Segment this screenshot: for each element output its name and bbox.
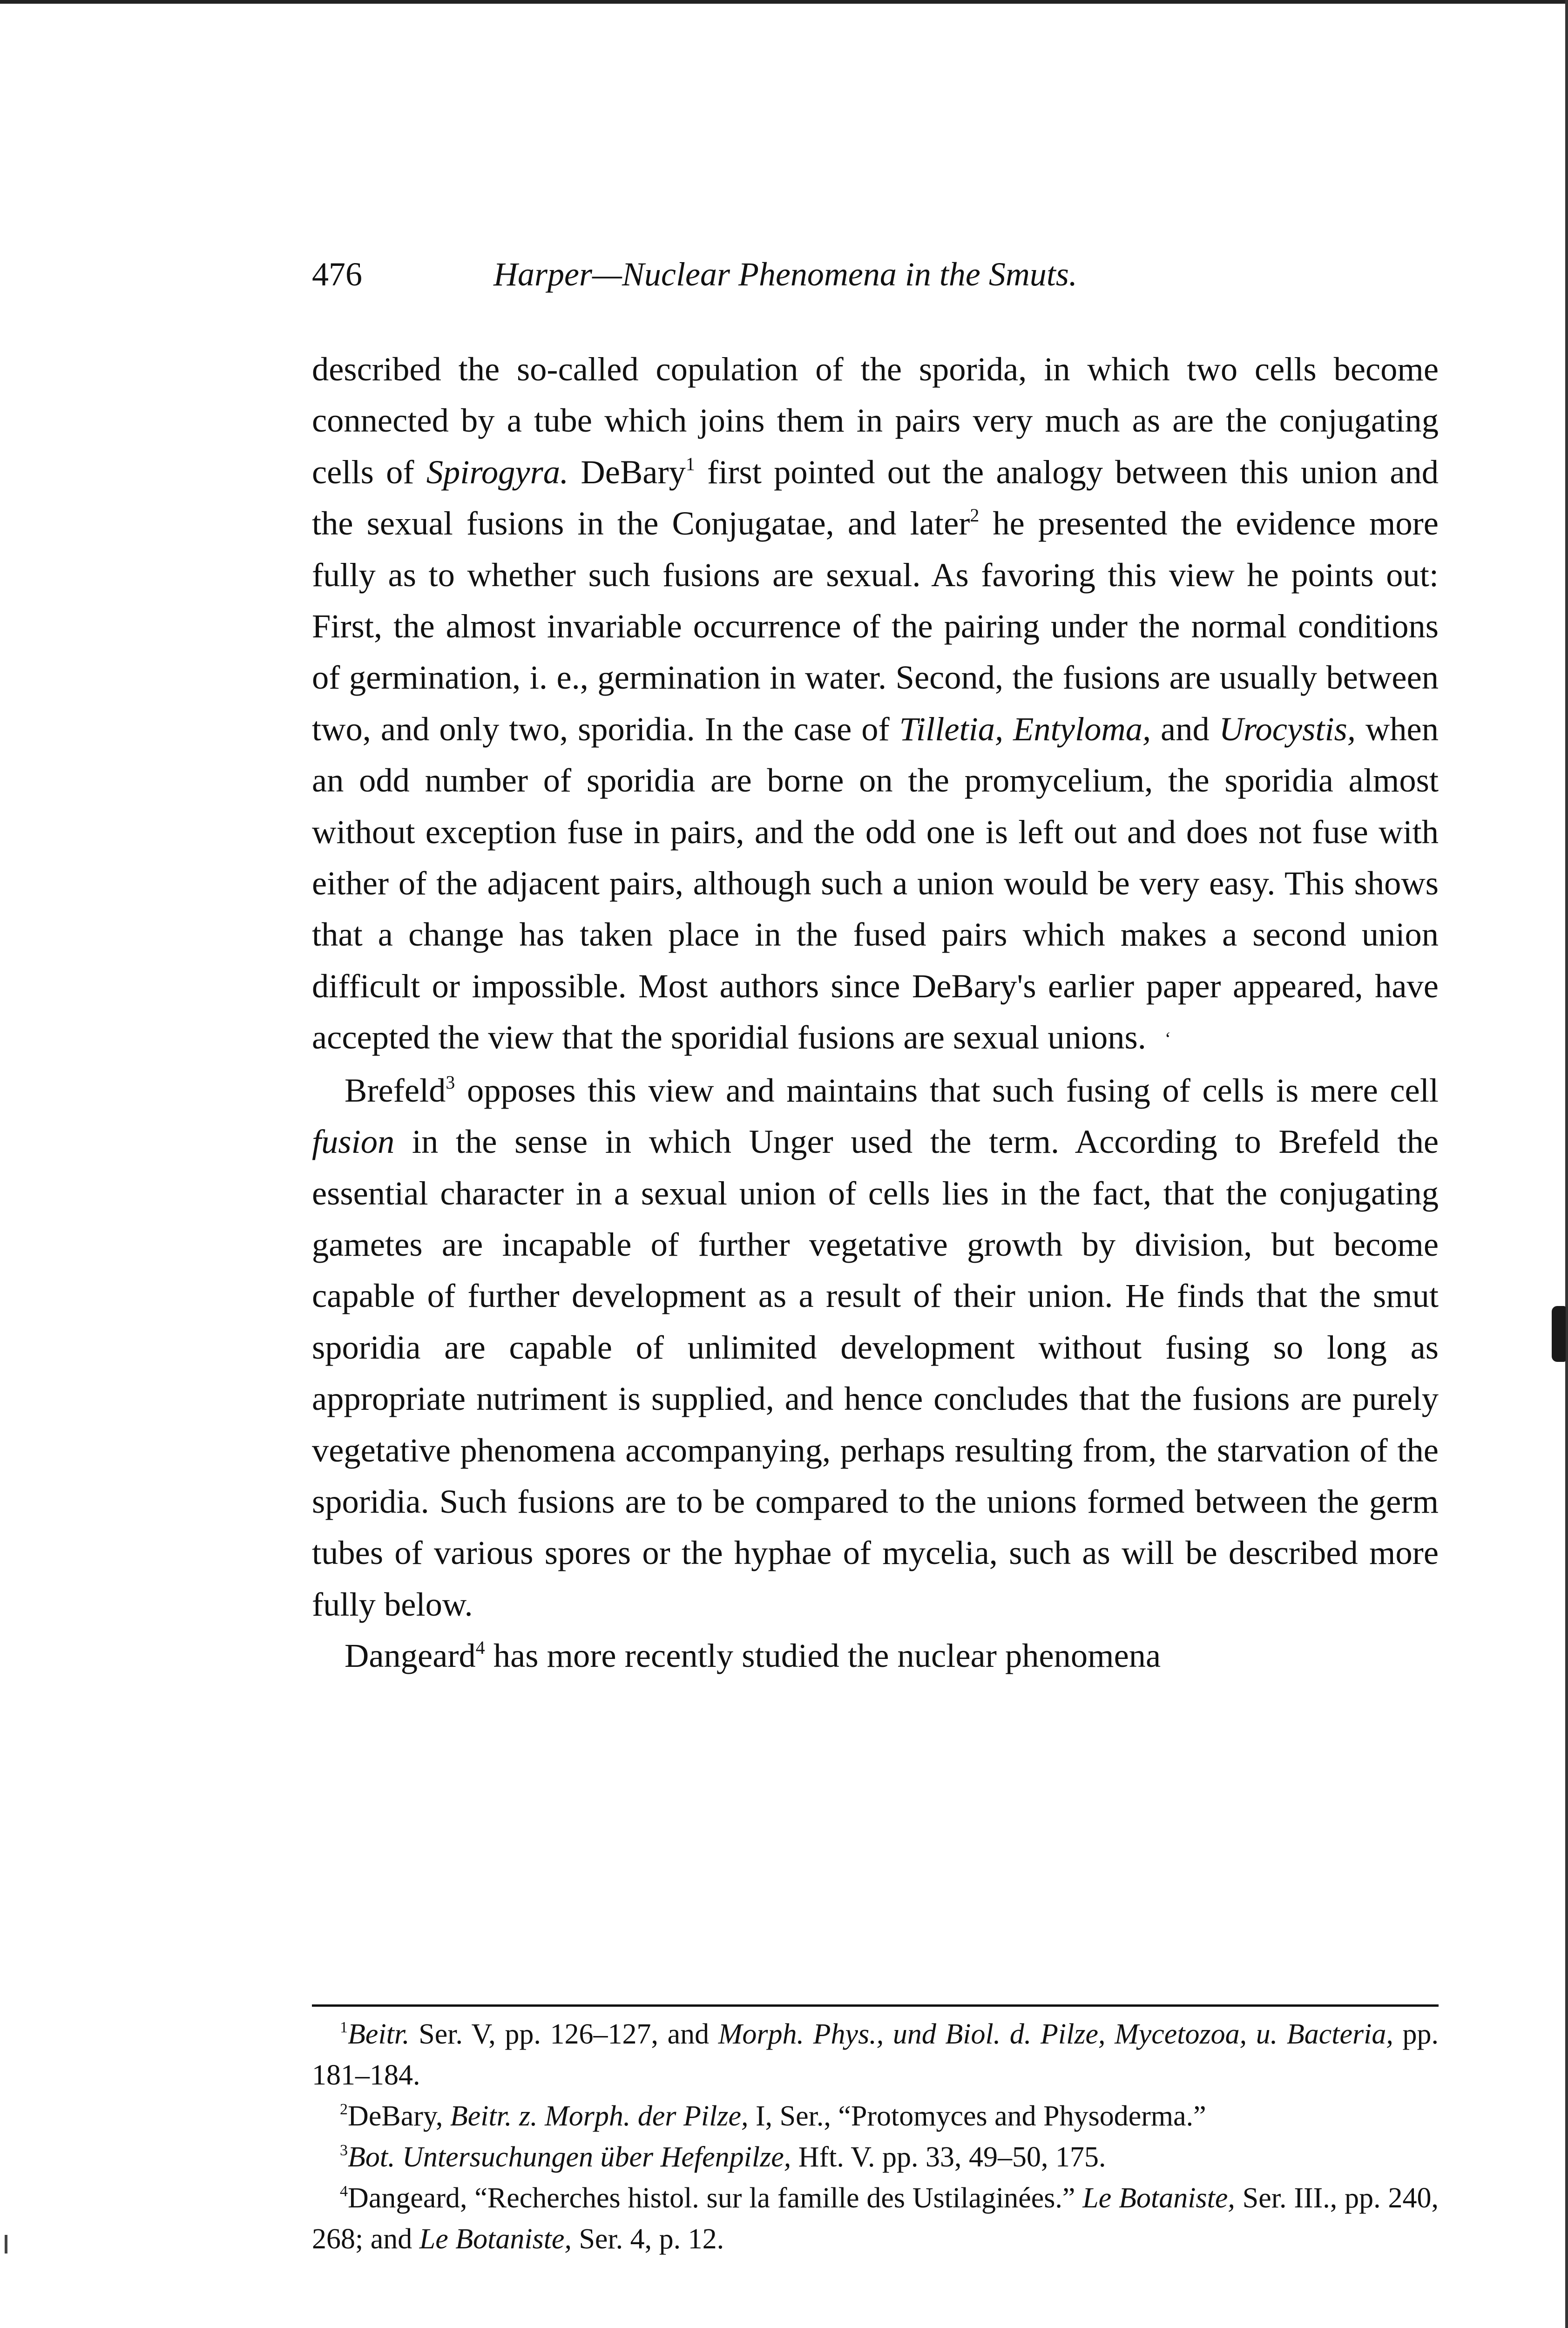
paragraph-brefeld xyxy=(312,1065,1439,1630)
citation-title: Le Botaniste, xyxy=(1082,2182,1235,2214)
text-run: DeBary, xyxy=(348,2100,450,2132)
footnote-number: 2 xyxy=(340,2101,348,2118)
text-run: he presented the evidence more fully as to whether such fusions are sexual. As favoring this view he points out: First, the almost invariable occurrence of the pairing under the normal conditions of germination, i. e., germination in water. Second, the fusions are usually between two, and only two, sporidia. In the case of xyxy=(312,504,1439,748)
text-run: opposes this view and maintains that such fusing of cells is mere cell xyxy=(455,1071,1439,1109)
citation-title: Morph. Phys., und Biol. d. Pilze, Mycetozoa, u. Bacteria, xyxy=(718,2018,1393,2050)
text-run: DeBary xyxy=(568,453,686,491)
running-head xyxy=(312,255,1439,306)
text-run: Ser. V, pp. 126–127, and xyxy=(409,2018,718,2050)
footnote-1 xyxy=(312,2014,1439,2096)
footnote-ref-4: 4 xyxy=(475,1637,485,1658)
footnote-ref-2: 2 xyxy=(970,505,980,526)
text-run: has more recently studied the nuclear phenomena xyxy=(485,1637,1161,1675)
running-title: Harper—Nuclear Phenomena in the Smuts. xyxy=(493,256,1077,293)
footnote-ref-1: 1 xyxy=(685,453,695,474)
footnote-3 xyxy=(312,2137,1439,2178)
scan-top-border xyxy=(0,0,1568,4)
paragraph-debary xyxy=(312,344,1439,1065)
stray-print-mark: ‘ xyxy=(1164,1028,1171,1049)
text-run: Hft. V. pp. 33, 49–50, 175. xyxy=(791,2141,1106,2173)
text-run: when an odd number of sporidia are borne on the promycelium, the sporidia almost without exception fuse in pairs, and the odd one is left out and does not fuse with either of the adjacent pairs, although such a union would be very easy. This shows that a change has taken place in the fused pairs which makes a second union difficult or impossible. Most authors since DeBary's earlier paper appeared, have accepted the view that the sporidial fusions are sexual unions. xyxy=(312,710,1439,1056)
footnote-divider xyxy=(312,2004,1439,2007)
margin-tick-mark xyxy=(5,2235,7,2254)
citation-title: Le Botaniste, xyxy=(419,2223,572,2255)
footnote-number: 1 xyxy=(340,2019,348,2037)
footnote-number: 4 xyxy=(340,2183,348,2200)
text-run: Ser. III., pp. 240, 268; and xyxy=(312,2182,1439,2255)
text-run: Ser. 4, p. 12. xyxy=(571,2223,724,2255)
page-number: 476 xyxy=(312,256,362,293)
genus-name: Spirogyra. xyxy=(426,453,569,491)
text-run: in the sense in which Unger used the term. According to Brefeld the essential character in a sexual union of cells lies in the fact, that the conjugating gametes are incapable of further vegetative growth by division, but become capable of further development as a result of their union. He finds that the smut sporidia are capable of unlimited development without fusing so long as appropriate nutriment is supplied, and hence concludes that the fusions are purely vegetative phenomena accompanying, perhaps resulting from, the starvation of the sporidia. Such fusions are to be compared to the unions formed between the germ tubes of various spores or the hyphae of mycelia, such as will be described more fully below. xyxy=(312,1123,1439,1623)
text-run: I, Ser., “Protomyces and Physoderma.” xyxy=(748,2100,1206,2132)
genus-names: Tilletia, Entyloma, xyxy=(899,710,1151,748)
genus-name: Urocystis, xyxy=(1219,710,1356,748)
paragraph-dangeard xyxy=(312,1630,1439,1681)
text-run: Brefeld xyxy=(345,1071,446,1109)
margin-ink-mark xyxy=(1552,1306,1566,1362)
text-run: and xyxy=(1151,710,1219,748)
text-run: Dangeard, “Recherches histol. sur la famille des Ustilaginées.” xyxy=(348,2182,1083,2214)
text-run: pp. 181–184. xyxy=(312,2018,1439,2091)
footnote-2 xyxy=(312,2096,1439,2137)
text-run: Dangeard xyxy=(345,1637,476,1675)
scan-right-border xyxy=(1565,0,1568,2328)
text-run: described the so-called copulation of the sporida, in which two cells become connected by a tube which joins them in pairs very much as are the conjugating cells of xyxy=(312,350,1439,491)
emphasis-fusion: fusion xyxy=(312,1123,395,1161)
footnotes xyxy=(312,2014,1439,2260)
footnote-number: 3 xyxy=(340,2142,348,2159)
body-text xyxy=(312,344,1439,1682)
citation-title: Beitr. z. Morph. der Pilze, xyxy=(450,2100,749,2132)
citation-title: Bot. Untersuchungen über Hefenpilze, xyxy=(348,2141,791,2173)
footnote-4 xyxy=(312,2178,1439,2260)
citation-title: Beitr. xyxy=(348,2018,410,2050)
footnote-ref-3: 3 xyxy=(446,1071,455,1093)
text-run: first pointed out the analogy between this union and the sexual fusions in the Conjugatae, and later xyxy=(312,453,1439,542)
